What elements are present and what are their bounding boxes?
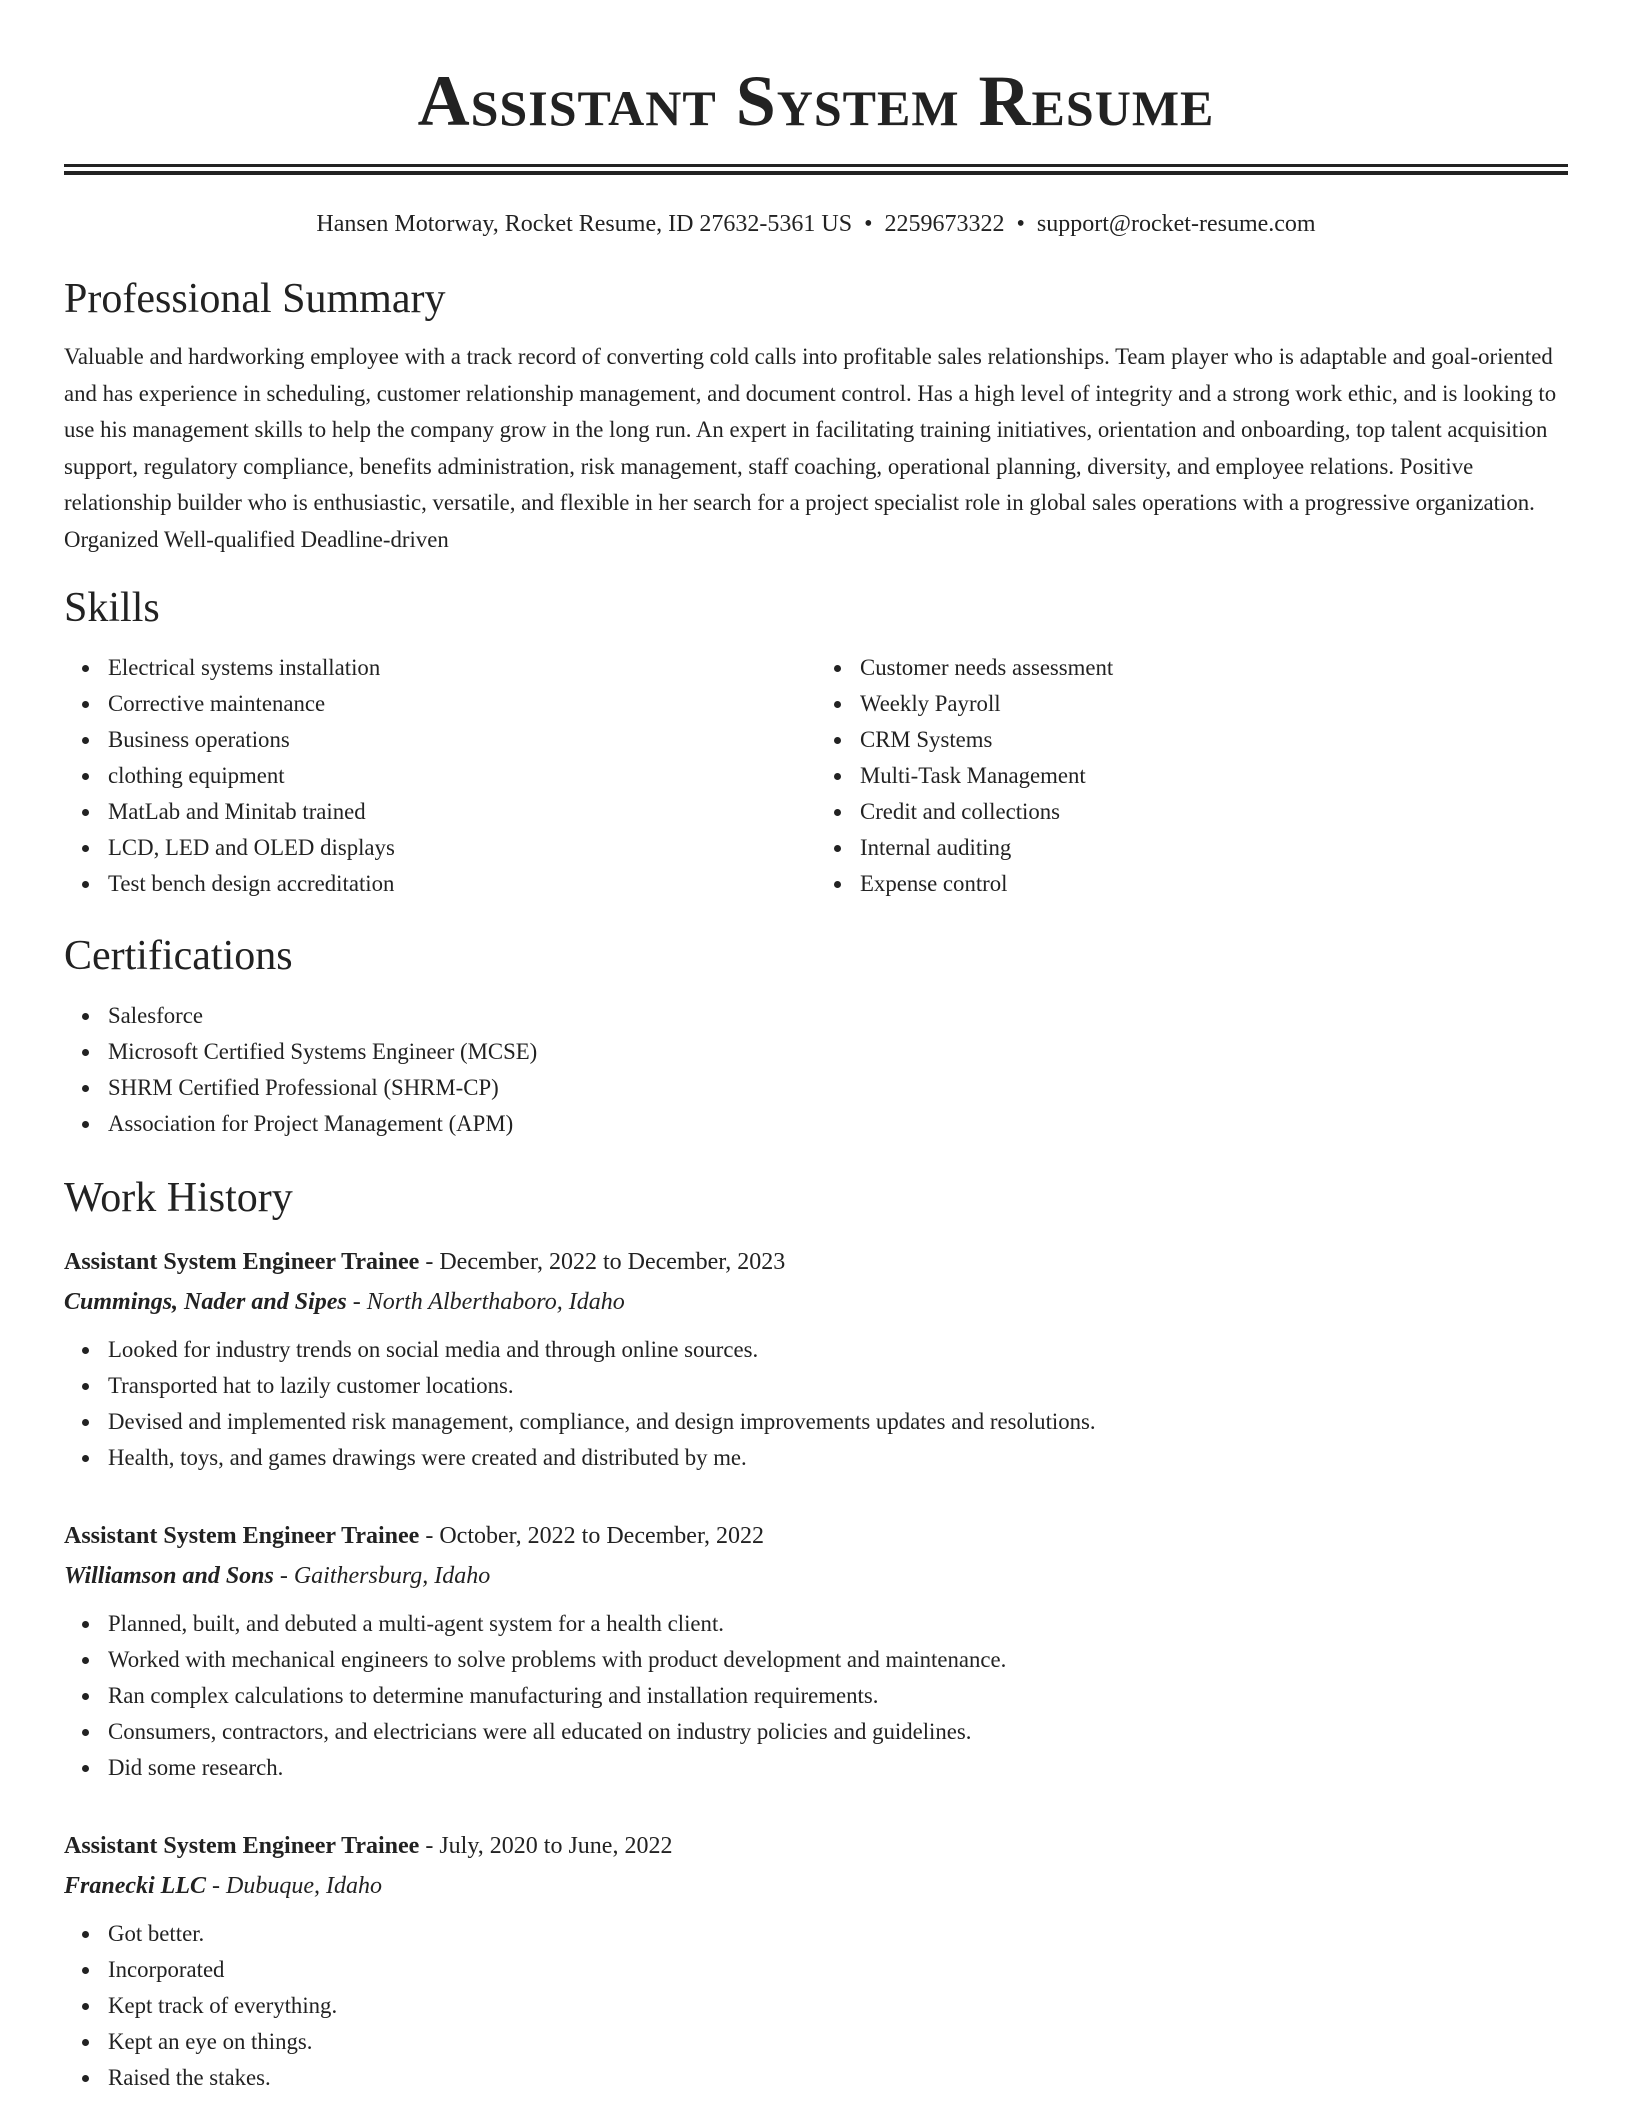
skill-item: Multi-Task Management (860, 758, 1568, 794)
skill-item: Corrective maintenance (108, 686, 816, 722)
skill-item: Weekly Payroll (860, 686, 1568, 722)
certifications-heading: Certifications (64, 933, 293, 979)
contact-separator: • (864, 211, 873, 237)
certification-item: Salesforce (108, 998, 1568, 1034)
job-bullet: Did some research. (108, 1750, 1568, 1786)
skill-item: clothing equipment (108, 758, 816, 794)
skill-item: Electrical systems installation (108, 650, 816, 686)
contact-phone: 2259673322 (884, 211, 1005, 237)
job-company: Franecki LLC (64, 1873, 206, 1899)
job-bullets (64, 1916, 1568, 2096)
job-title-line (64, 1242, 1568, 1282)
skill-item: Business operations (108, 722, 816, 758)
job-bullet: Incorporated (108, 1952, 1568, 1988)
job-company-line (64, 1866, 1568, 1906)
skill-item: CRM Systems (860, 722, 1568, 758)
contact-separator: • (1016, 211, 1025, 237)
job-company-line (64, 1282, 1568, 1322)
certification-item: Microsoft Certified Systems Engineer (MCSE) (108, 1034, 1568, 1070)
job-bullet: Consumers, contractors, and electricians were all educated on industry policies and guidelines. (108, 1714, 1568, 1750)
skill-item: Test bench design accreditation (108, 866, 816, 902)
skill-item: Customer needs assessment (860, 650, 1568, 686)
job-bullet: Looked for industry trends on social media and through online sources. (108, 1332, 1568, 1368)
skills-list-left (64, 650, 816, 902)
job-location: - Dubuque, Idaho (206, 1873, 382, 1899)
job-title-line (64, 1516, 1568, 1556)
skills-column-right (816, 650, 1568, 902)
certifications-list (64, 998, 1568, 1142)
job-bullet: Raised the stakes. (108, 2060, 1568, 2096)
job-bullet: Kept track of everything. (108, 1988, 1568, 2024)
job-dates: - October, 2022 to December, 2022 (419, 1523, 764, 1549)
job-title: Assistant System Engineer Trainee (64, 1523, 420, 1549)
skills-column-left (64, 650, 816, 902)
job-bullet: Got better. (108, 1916, 1568, 1952)
job-location: - Gaithersburg, Idaho (273, 1563, 491, 1589)
contact-email: support@rocket-resume.com (1036, 211, 1316, 237)
job-title: Assistant System Engineer Trainee (64, 1833, 420, 1859)
skill-item: Internal auditing (860, 830, 1568, 866)
contact-address: Hansen Motorway, Rocket Resume, ID 27632-5361 US (316, 211, 853, 237)
job-bullet: Kept an eye on things. (108, 2024, 1568, 2060)
certification-item: Association for Project Management (APM) (108, 1106, 1568, 1142)
job-company: Cummings, Nader and Sipes (64, 1289, 347, 1315)
summary-text: Valuable and hardworking employee with a track record of converting cold calls into profitable sales relationships. Team player who is adaptable and goal-oriented and has experience in scheduling, customer relationship management, and document control. Has a high level of integrity and a strong work ethic, and is looking to use his management skills to help the company grow in the long run. An expert in facilitating training initiatives, orientation and onboarding, top talent acquisition support, regulatory compliance, benefits administration, risk management, staff coaching, operational planning, diversity, and employee relations. Positive relationship builder who is enthusiastic, versatile, and flexible in her search for a project specialist role in global sales operations with a progressive organization. Organized Well-qualified Deadline-driven (64, 344, 1557, 552)
job-location: - North Alberthaboro, Idaho (346, 1289, 625, 1315)
job-dates: - December, 2022 to December, 2023 (419, 1249, 786, 1275)
job-bullet: Health, toys, and games drawings were created and distributed by me. (108, 1440, 1568, 1476)
job-title: Assistant System Engineer Trainee (64, 1249, 420, 1275)
job-bullets (64, 1606, 1568, 1786)
job-dates: - July, 2020 to June, 2022 (419, 1833, 673, 1859)
job-entry (64, 1516, 1568, 1786)
resume-title: Assistant System Resume (417, 61, 1215, 141)
job-bullets (64, 1332, 1568, 1476)
job-bullet: Ran complex calculations to determine manufacturing and installation requirements. (108, 1678, 1568, 1714)
contact-line (64, 209, 1568, 239)
work-history-heading: Work History (64, 1175, 293, 1221)
skill-item: Expense control (860, 866, 1568, 902)
certification-item: SHRM Certified Professional (SHRM-CP) (108, 1070, 1568, 1106)
skill-item: MatLab and Minitab trained (108, 794, 816, 830)
job-bullet: Planned, built, and debuted a multi-agent system for a health client. (108, 1606, 1568, 1642)
job-entry (64, 1826, 1568, 2096)
job-company-line (64, 1556, 1568, 1596)
job-bullet: Devised and implemented risk management, compliance, and design improvements updates and resolutions. (108, 1404, 1568, 1440)
skill-item: LCD, LED and OLED displays (108, 830, 816, 866)
summary-heading: Professional Summary (64, 276, 446, 322)
skills-grid (64, 650, 1568, 902)
job-bullet: Transported hat to lazily customer locations. (108, 1368, 1568, 1404)
title-double-rule (64, 164, 1568, 175)
job-entry (64, 1242, 1568, 1476)
skill-item: Credit and collections (860, 794, 1568, 830)
job-bullet: Worked with mechanical engineers to solve problems with product development and maintenance. (108, 1642, 1568, 1678)
job-company: Williamson and Sons (64, 1563, 274, 1589)
job-title-line (64, 1826, 1568, 1866)
skills-heading: Skills (64, 585, 160, 631)
skills-list-right (816, 650, 1568, 902)
